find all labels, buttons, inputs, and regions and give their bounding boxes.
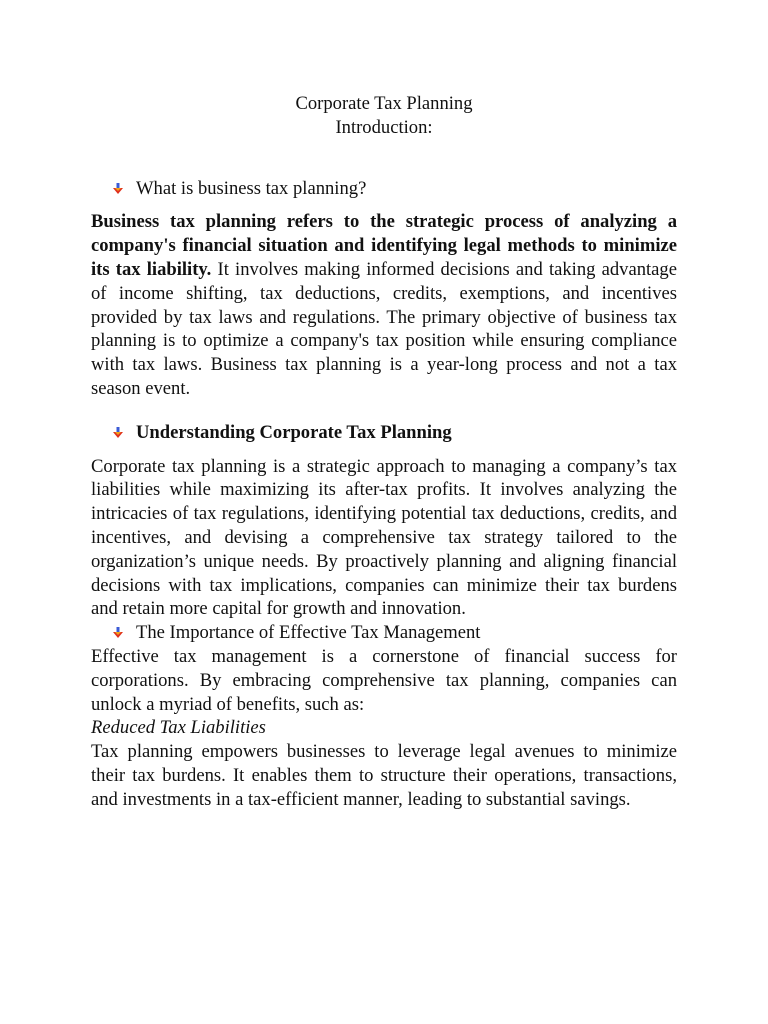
paragraph-understanding: Corporate tax planning is a strategic approach to managing a company’s tax liabilities while maximizing its after-tax profits. It involves analyzing the intricacies of tax regulations, identifying potential tax deductions, credits, and incentives, and devising a comprehensive tax strategy tailored to the organization’s unique needs. By proactively planning and aligning financial decisions with tax implications, companies can minimize their tax burdens and retain more capital for growth and innovation. bbox=[91, 455, 677, 620]
bullet-item-understanding bbox=[91, 421, 677, 445]
paragraph-body: It involves making informed decisions and taking advantage of income shifting, tax deductions, credits, exemptions, and incentives provided by tax laws and regulations. The primary objective of business tax planning is to optimize a company's tax position while ensuring compliance with tax laws. Business tax planning is a year-long process and not a tax season event. bbox=[91, 258, 677, 399]
down-arrow-bullet-icon bbox=[112, 627, 124, 639]
document-title: Corporate Tax Planning bbox=[295, 93, 473, 114]
bullet-item-business-tax-planning bbox=[91, 177, 677, 201]
down-arrow-bullet-icon bbox=[112, 427, 124, 439]
document-page bbox=[91, 92, 677, 812]
subheading-reduced-tax-liabilities: Reduced Tax Liabilities bbox=[91, 717, 266, 739]
bullet-label: What is business tax planning? bbox=[136, 177, 367, 199]
paragraph-importance: Effective tax management is a cornerstone of financial success for corporations. By embracing comprehensive tax planning, companies can unlock a myriad of benefits, such as: bbox=[91, 645, 677, 715]
bullet-label: Understanding Corporate Tax Planning bbox=[136, 421, 452, 443]
paragraph-business-tax-planning bbox=[91, 210, 677, 400]
document-subtitle: Introduction: bbox=[335, 116, 433, 138]
bullet-label: The Importance of Effective Tax Management bbox=[136, 622, 481, 644]
bullet-item-importance bbox=[91, 621, 677, 645]
paragraph-bold-lead: Business tax planning refers to the strategic process of analyzing a company's financial situation and identifying legal methods to minimize its tax liability. bbox=[91, 211, 677, 280]
down-arrow-bullet-icon bbox=[112, 183, 124, 195]
paragraph-reduced-tax-liabilities: Tax planning empowers businesses to leverage legal avenues to minimize their tax burdens. It enables them to structure their operations, transactions, and investments in a tax-efficient manner, leading to substantial savings. bbox=[91, 741, 677, 810]
